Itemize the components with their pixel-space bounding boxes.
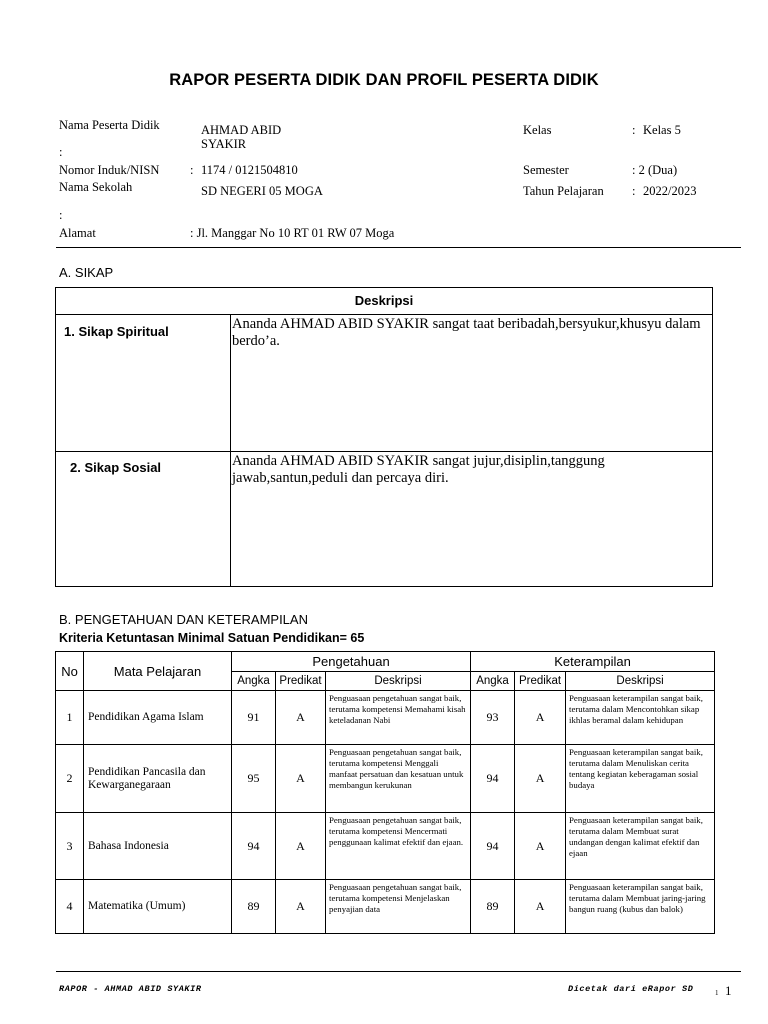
footer-right: Dicetak dari eRapor SD — [568, 984, 694, 994]
nisn-value: 1174 / 0121504810 — [201, 163, 298, 177]
row-p-angka: 89 — [232, 880, 276, 934]
nisn-colon: : — [190, 163, 194, 177]
table-row — [56, 813, 715, 880]
tahun-label: Tahun Pelajaran — [523, 184, 604, 198]
row-no: 1 — [56, 691, 84, 745]
row-mapel: Pendidikan Pancasila dan Kewarganegaraan — [84, 745, 232, 813]
semester-label: Semester — [523, 163, 569, 177]
alamat-value: : Jl. Manggar No 10 RT 01 RW 07 Moga — [190, 226, 395, 240]
nama-value-line2: SYAKIR — [201, 137, 247, 151]
nama-colon: : — [59, 145, 63, 159]
kkm-text: Kriteria Ketuntasan Minimal Satuan Pendidikan= 65 — [59, 631, 365, 645]
col-p-predikat-header: Predikat — [276, 672, 326, 691]
nama-value-line1: AHMAD ABID — [201, 123, 282, 137]
sekolah-colon: : — [59, 208, 63, 222]
row-k-predikat: A — [515, 813, 566, 880]
col-k-predikat-header: Predikat — [515, 672, 566, 691]
pengetahuan-heading: B. PENGETAHUAN DAN KETERAMPILAN — [59, 612, 308, 627]
tahun-value: 2022/2023 — [643, 184, 697, 198]
row-p-predikat: A — [276, 691, 326, 745]
nama-label: Nama Peserta Didik — [59, 118, 160, 132]
col-mapel-header: Mata Pelajaran — [84, 652, 232, 691]
row-p-deskripsi: Penguasaan pengetahuan sangat baik, terutama kompetensi Mencermati penggunaan kalimat efektif dan ejaan. — [326, 813, 471, 880]
table-row — [56, 691, 715, 745]
row-p-deskripsi: Penguasaan pengetahuan sangat baik, terutama kompetensi Menjelaskan penyajian data — [326, 880, 471, 934]
col-p-deskripsi-header: Deskripsi — [326, 672, 471, 691]
page-title: RAPOR PESERTA DIDIK DAN PROFIL PESERTA DIDIK — [169, 71, 599, 89]
row-k-deskripsi: Penguasaan keterampilan sangat baik, terutama dalam Membuat surat undangan dengan kalimat efektif dan ejaan — [566, 813, 715, 880]
row-k-deskripsi: Penguasaan keterampilan sangat baik, terutama dalam Menuliskan cerita tentang kegiatan keberagaman sosial budaya — [566, 745, 715, 813]
row-p-angka: 94 — [232, 813, 276, 880]
row-p-predikat: A — [276, 880, 326, 934]
alamat-label: Alamat — [59, 226, 96, 240]
row-no: 4 — [56, 880, 84, 934]
row-mapel: Pendidikan Agama Islam — [84, 691, 232, 745]
kelas-colon: : — [632, 123, 636, 137]
col-k-deskripsi-header: Deskripsi — [566, 672, 715, 691]
footer-divider — [56, 971, 741, 972]
sikap-spiritual-desc: Ananda AHMAD ABID SYAKIR sangat taat beribadah,bersyukur,khusyu dalam berdo’a. — [232, 316, 701, 349]
tahun-colon: : — [632, 184, 636, 198]
row-p-angka: 91 — [232, 691, 276, 745]
sikap-sosial-label: 2. Sikap Sosial — [70, 460, 162, 475]
row-k-angka: 94 — [471, 813, 515, 880]
kelas-label: Kelas — [523, 123, 552, 137]
row-p-deskripsi: Penguasaan pengetahuan sangat baik, terutama kompetensi Memahami kisah keteladanan Nabi — [326, 691, 471, 745]
row-p-deskripsi: Penguasaan pengetahuan sangat baik, terutama kompetensi Menggali manfaat persatuan dan kesatuan untuk membangun kerukunan — [326, 745, 471, 813]
col-no-header: No — [56, 652, 84, 691]
table-row — [56, 880, 715, 934]
footer-page-mark: 1 — [715, 989, 719, 997]
footer-left: RAPOR - AHMAD ABID SYAKIR — [59, 984, 202, 994]
sikap-table — [55, 287, 713, 587]
row-p-predikat: A — [276, 813, 326, 880]
nisn-label: Nomor Induk/NISN — [59, 163, 160, 177]
row-k-deskripsi: Penguasaan keterampilan sangat baik, terutama dalam Membuat jaring-jaring bangun ruang (kubus dan balok) — [566, 880, 715, 934]
sekolah-label: Nama Sekolah — [59, 180, 133, 194]
row-k-predikat: A — [515, 691, 566, 745]
semester-value: : 2 (Dua) — [632, 163, 678, 177]
sikap-heading: A. SIKAP — [59, 265, 114, 280]
footer-page-number: 1 — [725, 983, 732, 998]
sikap-sosial-desc: Ananda AHMAD ABID SYAKIR sangat jujur,disiplin,tanggung jawab,santun,peduli dan percaya diri. — [232, 453, 605, 486]
row-k-angka: 93 — [471, 691, 515, 745]
sekolah-value: SD NEGERI 05 MOGA — [201, 184, 323, 198]
row-p-predikat: A — [276, 745, 326, 813]
sikap-col-header: Deskripsi — [354, 293, 414, 308]
row-no: 2 — [56, 745, 84, 813]
grades-table — [55, 651, 715, 934]
sikap-header-divider — [56, 314, 712, 315]
kelas-value: Kelas 5 — [643, 123, 681, 137]
col-k-angka-header: Angka — [471, 672, 515, 691]
row-no: 3 — [56, 813, 84, 880]
row-k-angka: 89 — [471, 880, 515, 934]
col-p-angka-header: Angka — [232, 672, 276, 691]
col-keterampilan-header: Keterampilan — [471, 652, 715, 672]
row-k-predikat: A — [515, 745, 566, 813]
header-divider — [56, 247, 741, 248]
row-k-predikat: A — [515, 880, 566, 934]
row-mapel: Matematika (Umum) — [84, 880, 232, 934]
sikap-row-divider — [56, 451, 712, 452]
sikap-column-divider — [230, 314, 231, 586]
row-mapel: Bahasa Indonesia — [84, 813, 232, 880]
table-row — [56, 745, 715, 813]
sikap-spiritual-label: 1. Sikap Spiritual — [64, 324, 169, 339]
row-k-deskripsi: Penguasaan keterampilan sangat baik, terutama dalam Mencontohkan sikap ikhlas beramal dalam kehidupan — [566, 691, 715, 745]
col-pengetahuan-header: Pengetahuan — [232, 652, 471, 672]
row-p-angka: 95 — [232, 745, 276, 813]
row-k-angka: 94 — [471, 745, 515, 813]
